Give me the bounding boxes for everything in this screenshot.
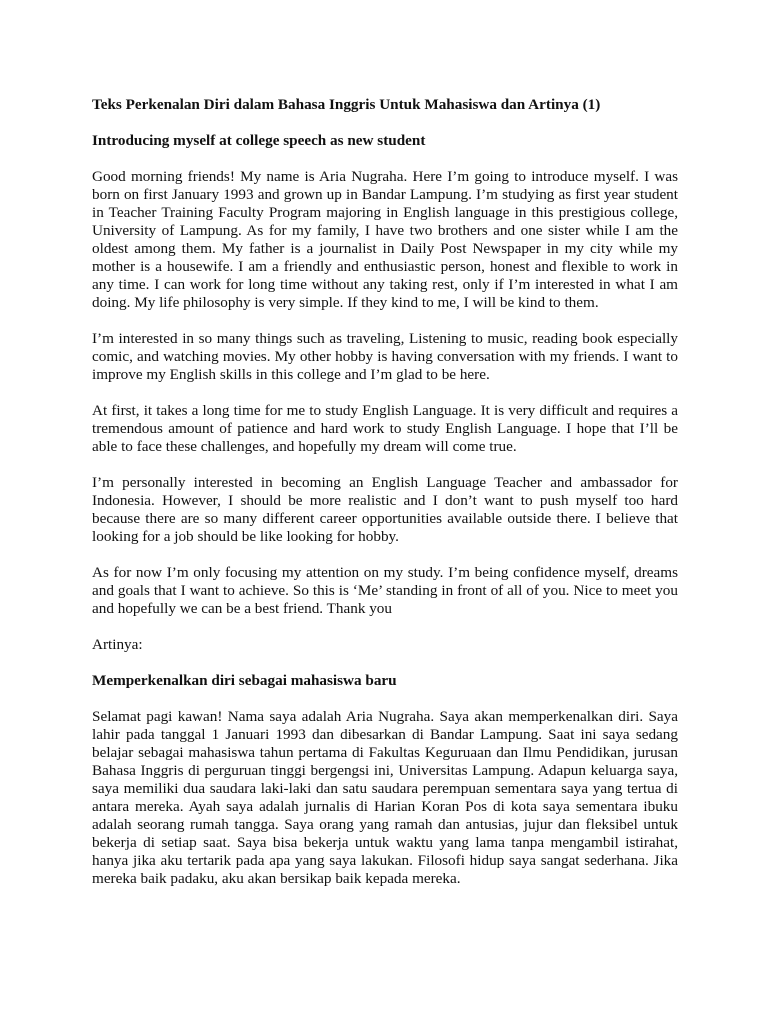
document-body bbox=[92, 96, 678, 906]
english-paragraph-3: At first, it takes a long time for me to study English Language. It is very difficult and requires a tremendous amount of patience and hard work to study English Language. I hope that I’ll be able to face these challenges, and hopefully my dream will come true. bbox=[92, 402, 678, 455]
english-paragraph-4: I’m personally interested in becoming an English Language Teacher and ambassador for Indonesia. However, I should be more realistic and I don’t want to push myself too hard because there are so many different career opportunities available outside there. I believe that looking for a job should be like looking for hobby. bbox=[92, 474, 678, 545]
indonesian-paragraph: Selamat pagi kawan! Nama saya adalah Aria Nugraha. Saya akan memperkenalkan diri. Saya lahir pada tanggal 1 Januari 1993 dan dibesarkan di Bandar Lampung. Saat ini saya sedang belajar sebagai mahasiswa tahun pertama di Fakultas Keguruaan dan Ilmu Pendidikan, jurusan Bahasa Inggris di perguruan tinggi bergengsi ini, Universitas Lampung. Adapun keluarga saya, saya memiliki dua saudara laki-laki dan satu saudara perempuan sementara saya yang tertua di antara mereka. Ayah saya adalah jurnalis di Harian Koran Pos di kota saya sementara ibuku adalah seorang rumah tangga. Saya orang yang ramah dan antusias, jujur dan fleksibel untuk bekerja di setiap saat. Saya bisa bekerja untuk waktu yang lama tanpa mengambil istirahat, hanya jika aku tertarik pada apa yang saya lakukan. Filosofi hidup saya sangat sederhana. Jika mereka baik padaku, aku akan bersikap baik kepada mereka. bbox=[92, 708, 678, 887]
english-paragraph-1: Good morning friends! My name is Aria Nugraha. Here I’m going to introduce myself. I was born on first January 1993 and grown up in Bandar Lampung. I’m studying as first year student in Teacher Training Faculty Program majoring in English language in this prestigious college, University of Lampung. As for my family, I have two brothers and one sister while I am the oldest among them. My father is a journalist in Daily Post Newspaper in my city while my mother is a housewife. I am a friendly and enthusiastic person, honest and flexible to work in any time. I can work for long time without any taking rest, only if I’m interested in what I am doing. My life philosophy is very simple. If they kind to me, I will be kind to them. bbox=[92, 168, 678, 311]
indonesian-section-heading: Memperkenalkan diri sebagai mahasiswa baru bbox=[92, 672, 397, 689]
translation-label: Artinya: bbox=[92, 636, 143, 653]
english-paragraph-5: As for now I’m only focusing my attention on my study. I’m being confidence myself, dreams and goals that I want to achieve. So this is ‘Me’ standing in front of all of you. Nice to meet you and hopefully we can be a best friend. Thank you bbox=[92, 564, 678, 617]
english-paragraph-2: I’m interested in so many things such as traveling, Listening to music, reading book especially comic, and watching movies. My other hobby is having conversation with my friends. I want to improve my English skills in this college and I’m glad to be here. bbox=[92, 330, 678, 383]
english-section-heading: Introducing myself at college speech as new student bbox=[92, 132, 426, 149]
document-title: Teks Perkenalan Diri dalam Bahasa Inggris Untuk Mahasiswa dan Artinya (1) bbox=[92, 96, 601, 113]
